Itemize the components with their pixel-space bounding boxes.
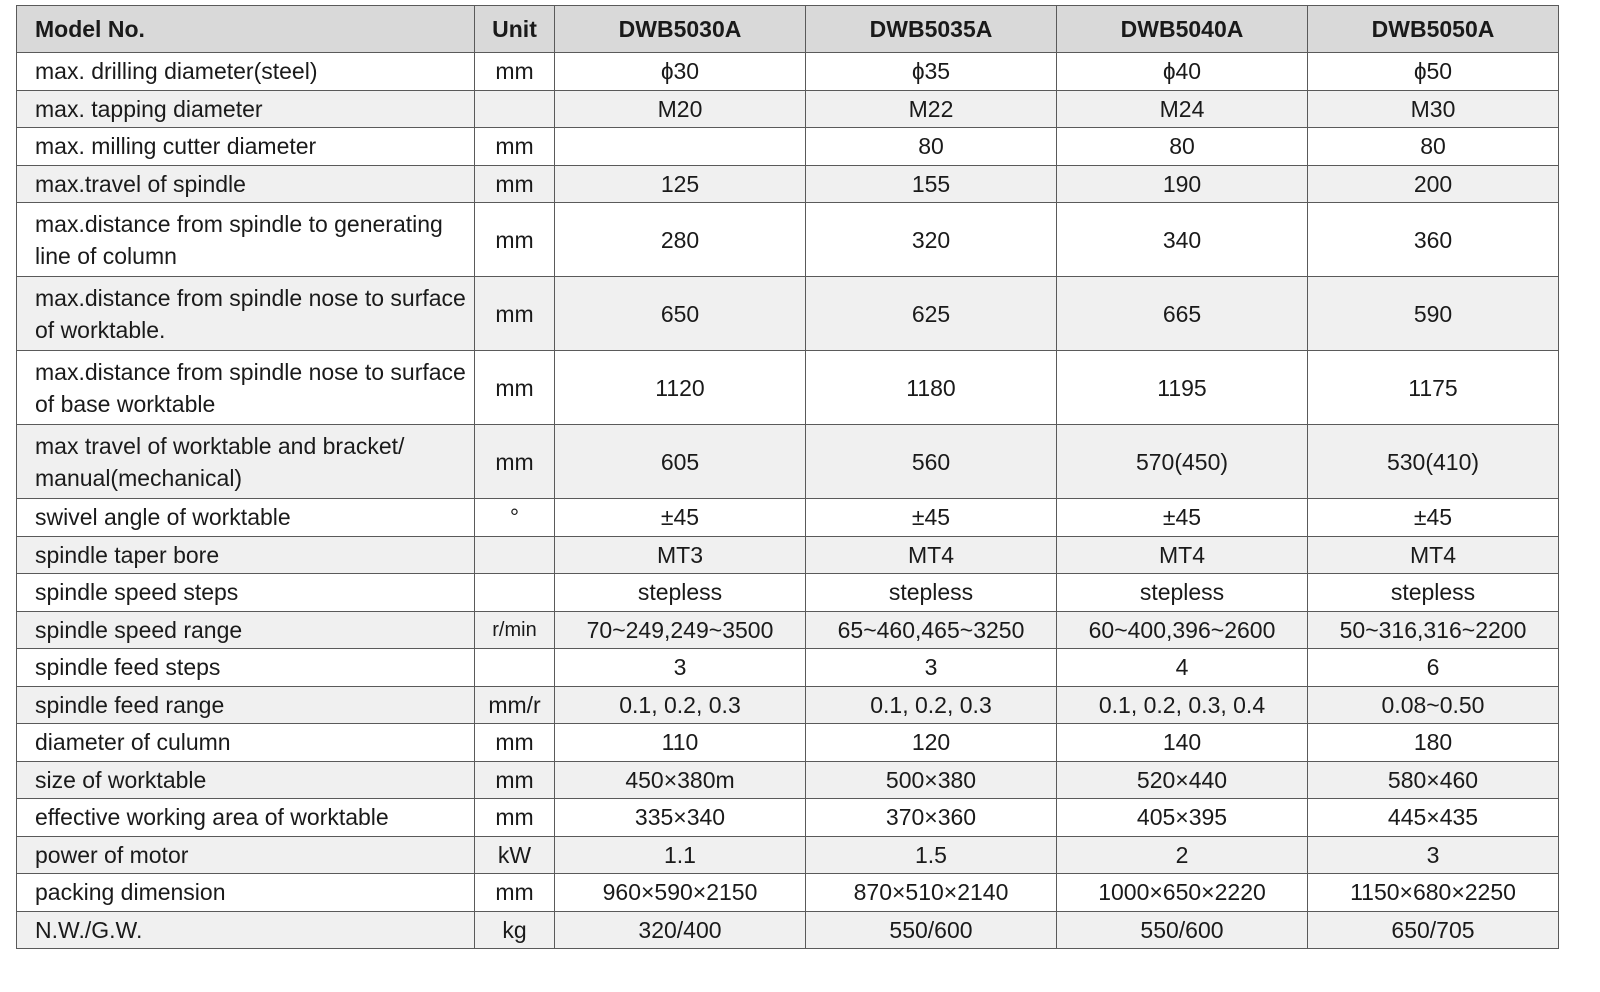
value-cell: 320 bbox=[806, 203, 1057, 277]
value-cell: 1150×680×2250 bbox=[1308, 874, 1559, 912]
value-cell: 405×395 bbox=[1057, 799, 1308, 837]
value-cell: MT4 bbox=[806, 536, 1057, 574]
param-cell: spindle feed range bbox=[17, 686, 475, 724]
header-model-no: Model No. bbox=[17, 6, 475, 53]
value-cell: 120 bbox=[806, 724, 1057, 762]
value-cell: stepless bbox=[555, 574, 806, 612]
param-cell: max.distance from spindle nose to surface of worktable. bbox=[17, 277, 475, 351]
table-row bbox=[17, 53, 1559, 91]
value-cell: 560 bbox=[806, 425, 1057, 499]
value-cell: 0.1, 0.2, 0.3 bbox=[806, 686, 1057, 724]
table-header-row bbox=[17, 6, 1559, 53]
unit-cell: ° bbox=[475, 499, 555, 537]
value-cell: ɸ40 bbox=[1057, 53, 1308, 91]
table-row bbox=[17, 911, 1559, 949]
value-cell: 0.1, 0.2, 0.3, 0.4 bbox=[1057, 686, 1308, 724]
unit-cell: mm bbox=[475, 724, 555, 762]
value-cell: 960×590×2150 bbox=[555, 874, 806, 912]
table-row bbox=[17, 499, 1559, 537]
value-cell: 60~400,396~2600 bbox=[1057, 611, 1308, 649]
value-cell: 3 bbox=[806, 649, 1057, 687]
unit-cell: mm bbox=[475, 761, 555, 799]
value-cell: 650 bbox=[555, 277, 806, 351]
value-cell: 550/600 bbox=[806, 911, 1057, 949]
value-cell: 665 bbox=[1057, 277, 1308, 351]
value-cell: 65~460,465~3250 bbox=[806, 611, 1057, 649]
value-cell: 335×340 bbox=[555, 799, 806, 837]
table-row bbox=[17, 874, 1559, 912]
param-cell: max.travel of spindle bbox=[17, 165, 475, 203]
value-cell: 3 bbox=[1308, 836, 1559, 874]
value-cell: 4 bbox=[1057, 649, 1308, 687]
unit-cell bbox=[475, 90, 555, 128]
value-cell: 500×380 bbox=[806, 761, 1057, 799]
value-cell: ±45 bbox=[1308, 499, 1559, 537]
value-cell: stepless bbox=[806, 574, 1057, 612]
value-cell: MT4 bbox=[1057, 536, 1308, 574]
value-cell: 110 bbox=[555, 724, 806, 762]
value-cell: 590 bbox=[1308, 277, 1559, 351]
table-row bbox=[17, 165, 1559, 203]
value-cell: ɸ50 bbox=[1308, 53, 1559, 91]
value-cell: 1120 bbox=[555, 351, 806, 425]
value-cell: ±45 bbox=[1057, 499, 1308, 537]
value-cell: 140 bbox=[1057, 724, 1308, 762]
value-cell: 70~249,249~3500 bbox=[555, 611, 806, 649]
value-cell: M24 bbox=[1057, 90, 1308, 128]
value-cell: 80 bbox=[1308, 128, 1559, 166]
value-cell bbox=[555, 128, 806, 166]
value-cell: 370×360 bbox=[806, 799, 1057, 837]
value-cell: 1195 bbox=[1057, 351, 1308, 425]
value-cell: 445×435 bbox=[1308, 799, 1559, 837]
param-cell: size of worktable bbox=[17, 761, 475, 799]
table-row bbox=[17, 536, 1559, 574]
param-cell: spindle speed range bbox=[17, 611, 475, 649]
unit-cell: mm bbox=[475, 53, 555, 91]
value-cell: 0.08~0.50 bbox=[1308, 686, 1559, 724]
spec-table-container bbox=[16, 5, 1558, 949]
unit-cell: mm/r bbox=[475, 686, 555, 724]
table-row bbox=[17, 574, 1559, 612]
param-cell: spindle taper bore bbox=[17, 536, 475, 574]
table-row bbox=[17, 90, 1559, 128]
value-cell: 650/705 bbox=[1308, 911, 1559, 949]
value-cell: ±45 bbox=[806, 499, 1057, 537]
table-row bbox=[17, 649, 1559, 687]
value-cell: MT3 bbox=[555, 536, 806, 574]
value-cell: 625 bbox=[806, 277, 1057, 351]
header-unit: Unit bbox=[475, 6, 555, 53]
unit-cell: mm bbox=[475, 203, 555, 277]
value-cell: 80 bbox=[1057, 128, 1308, 166]
unit-cell: mm bbox=[475, 425, 555, 499]
spec-table bbox=[16, 5, 1559, 949]
param-cell: effective working area of worktable bbox=[17, 799, 475, 837]
param-cell: N.W./G.W. bbox=[17, 911, 475, 949]
unit-cell bbox=[475, 574, 555, 612]
value-cell: 520×440 bbox=[1057, 761, 1308, 799]
unit-cell: mm bbox=[475, 799, 555, 837]
value-cell: 3 bbox=[555, 649, 806, 687]
spec-table-body bbox=[17, 53, 1559, 949]
value-cell: 1180 bbox=[806, 351, 1057, 425]
value-cell: 50~316,316~2200 bbox=[1308, 611, 1559, 649]
value-cell: 1.5 bbox=[806, 836, 1057, 874]
value-cell: 320/400 bbox=[555, 911, 806, 949]
value-cell: 570(450) bbox=[1057, 425, 1308, 499]
table-row bbox=[17, 277, 1559, 351]
value-cell: 180 bbox=[1308, 724, 1559, 762]
value-cell: M20 bbox=[555, 90, 806, 128]
header-model-dwb5040a: DWB5040A bbox=[1057, 6, 1308, 53]
value-cell: ɸ35 bbox=[806, 53, 1057, 91]
value-cell: 280 bbox=[555, 203, 806, 277]
param-cell: max. milling cutter diameter bbox=[17, 128, 475, 166]
table-row bbox=[17, 351, 1559, 425]
value-cell: stepless bbox=[1308, 574, 1559, 612]
value-cell: ±45 bbox=[555, 499, 806, 537]
value-cell: 580×460 bbox=[1308, 761, 1559, 799]
param-cell: power of motor bbox=[17, 836, 475, 874]
param-cell: diameter of culumn bbox=[17, 724, 475, 762]
param-cell: max travel of worktable and bracket/ manual(mechanical) bbox=[17, 425, 475, 499]
header-model-dwb5035a: DWB5035A bbox=[806, 6, 1057, 53]
param-cell: max. tapping diameter bbox=[17, 90, 475, 128]
value-cell: M22 bbox=[806, 90, 1057, 128]
unit-cell: kg bbox=[475, 911, 555, 949]
unit-cell: mm bbox=[475, 874, 555, 912]
table-row bbox=[17, 799, 1559, 837]
value-cell: 155 bbox=[806, 165, 1057, 203]
param-cell: max.distance from spindle to generating line of column bbox=[17, 203, 475, 277]
unit-cell: mm bbox=[475, 277, 555, 351]
unit-cell: mm bbox=[475, 128, 555, 166]
value-cell: 2 bbox=[1057, 836, 1308, 874]
header-model-dwb5050a: DWB5050A bbox=[1308, 6, 1559, 53]
header-model-dwb5030a: DWB5030A bbox=[555, 6, 806, 53]
value-cell: 6 bbox=[1308, 649, 1559, 687]
value-cell: 1.1 bbox=[555, 836, 806, 874]
param-cell: packing dimension bbox=[17, 874, 475, 912]
param-cell: spindle speed steps bbox=[17, 574, 475, 612]
value-cell: 340 bbox=[1057, 203, 1308, 277]
value-cell: 870×510×2140 bbox=[806, 874, 1057, 912]
value-cell: 550/600 bbox=[1057, 911, 1308, 949]
value-cell: 360 bbox=[1308, 203, 1559, 277]
value-cell: 200 bbox=[1308, 165, 1559, 203]
value-cell: ɸ30 bbox=[555, 53, 806, 91]
table-row bbox=[17, 425, 1559, 499]
table-row bbox=[17, 128, 1559, 166]
value-cell: 80 bbox=[806, 128, 1057, 166]
unit-cell bbox=[475, 536, 555, 574]
unit-cell: r/min bbox=[475, 611, 555, 649]
value-cell: 1175 bbox=[1308, 351, 1559, 425]
unit-cell bbox=[475, 649, 555, 687]
value-cell: 530(410) bbox=[1308, 425, 1559, 499]
unit-cell: mm bbox=[475, 165, 555, 203]
param-cell: spindle feed steps bbox=[17, 649, 475, 687]
unit-cell: kW bbox=[475, 836, 555, 874]
value-cell: 605 bbox=[555, 425, 806, 499]
table-row bbox=[17, 686, 1559, 724]
value-cell: 125 bbox=[555, 165, 806, 203]
value-cell: 190 bbox=[1057, 165, 1308, 203]
table-row bbox=[17, 761, 1559, 799]
value-cell: M30 bbox=[1308, 90, 1559, 128]
table-row bbox=[17, 836, 1559, 874]
param-cell: max.distance from spindle nose to surface of base worktable bbox=[17, 351, 475, 425]
value-cell: MT4 bbox=[1308, 536, 1559, 574]
param-cell: swivel angle of worktable bbox=[17, 499, 475, 537]
table-row bbox=[17, 611, 1559, 649]
table-row bbox=[17, 203, 1559, 277]
param-cell: max. drilling diameter(steel) bbox=[17, 53, 475, 91]
table-row bbox=[17, 724, 1559, 762]
value-cell: 450×380m bbox=[555, 761, 806, 799]
value-cell: stepless bbox=[1057, 574, 1308, 612]
value-cell: 1000×650×2220 bbox=[1057, 874, 1308, 912]
unit-cell: mm bbox=[475, 351, 555, 425]
value-cell: 0.1, 0.2, 0.3 bbox=[555, 686, 806, 724]
